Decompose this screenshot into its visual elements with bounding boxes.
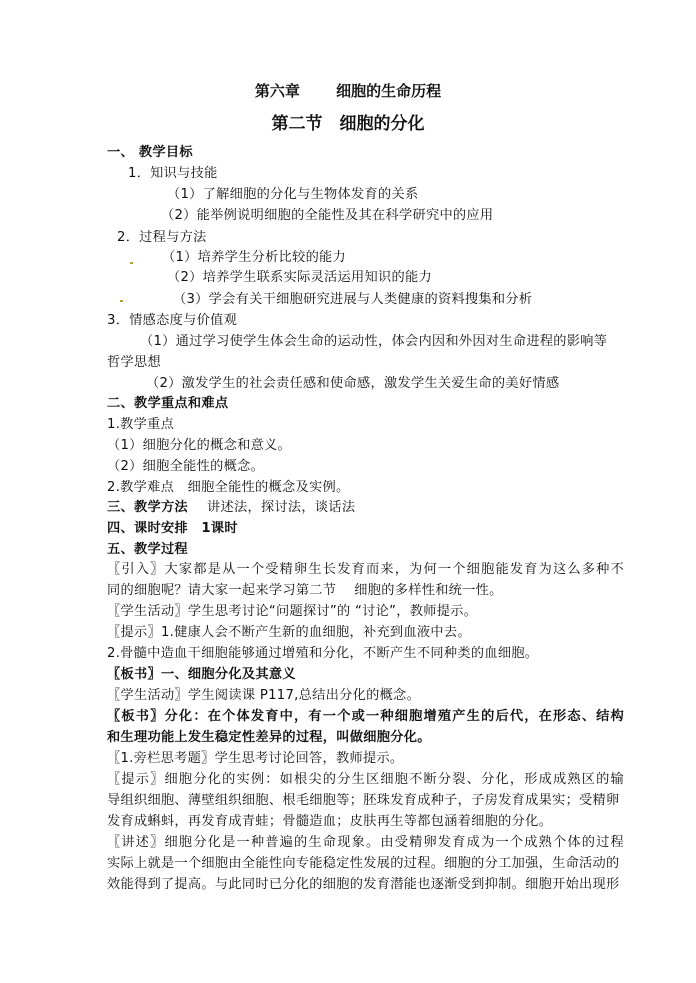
list-item: （1）培养学生分析比较的能力 [162, 250, 347, 265]
paragraph-line: 〖提示〗1.健康人会不断产生新的血细胞，补充到血液中去。 [107, 625, 471, 640]
heading-methods: 三、教学方法 [107, 500, 188, 515]
list-item: （2）能举例说明细胞的全能性及其在科学研究中的应用 [161, 208, 494, 223]
paragraph-line: 发育成蝌蚪，再发育成青蛙；骨髓造血；皮肤再生等都包涵着细胞的分化。 [107, 814, 553, 829]
list-item: （2）培养学生联系实际灵活运用知识的能力 [167, 270, 432, 285]
subheading: 1.教学重点 [107, 417, 175, 432]
heading-objectives: 一、 教学目标 [107, 145, 193, 160]
paragraph-line: 〖1.旁栏思考题〗学生思考讨论回答，教师提示。 [107, 751, 404, 766]
list-item: （2）细胞全能性的概念。 [107, 459, 265, 474]
methods-text: 讲述法，探讨法，谈话法 [207, 500, 356, 515]
paragraph-line: 〖讲述〗细胞分化是一种普遍的生命现象。由受精卵发育成为一个成熟个体的过程 [107, 835, 625, 850]
stray-mark [130, 262, 133, 264]
definition-line: 〖板书〗分化：在个体发育中，有一个或一种细胞增殖产生的后代，在形态、结构 [107, 709, 625, 724]
paragraph-line: 〖引入〗大家都是从一个受精卵生长发育而来，为何一个细胞能发育为这么多种不 [107, 562, 625, 577]
paragraph-line: 同的细胞呢？请大家一起来学习第二节 细胞的多样性和统一性。 [107, 583, 503, 598]
subheading: 2.教学难点 细胞全能性的概念及实例。 [107, 480, 350, 495]
paragraph-line: 〖学生活动〗学生阅读课 P117,总结出分化的概念。 [107, 688, 421, 703]
list-item: （1）通过学习使学生体会生命的运动性，体会内因和外因对生命进程的影响等 [140, 334, 608, 349]
paragraph-line: 〖提示〗细胞分化的实例：如根尖的分生区细胞不断分裂、分化，形成成熟区的输 [107, 772, 625, 787]
list-item: （2）激发学生的社会责任感和使命感，激发学生关爱生命的美好情感 [146, 376, 560, 391]
subheading: 3．情感态度与价值观 [107, 313, 238, 328]
heading-key-points: 二、教学重点和难点 [107, 396, 229, 411]
paragraph-line: 导组织细胞、薄壁组织细胞、根毛细胞等；胚珠发育成种子，子房发育成果实；受精卵 [107, 793, 620, 808]
paragraph-line: 效能得到了提高。与此同时已分化的细胞的发育潜能也逐渐受到抑制。细胞开始出现形 [107, 877, 620, 892]
section-title: 第二节 细胞的分化 [271, 114, 425, 134]
chapter-title: 第六章 细胞的生命历程 [254, 82, 442, 100]
definition-line: 和生理功能上发生稳定性差异的过程，叫做细胞分化。 [107, 730, 431, 745]
board-heading: 〖板书〗一、细胞分化及其意义 [107, 667, 296, 682]
heading-process: 五、教学过程 [107, 542, 188, 557]
stray-mark [120, 300, 123, 302]
paragraph-line: 〖学生活动〗学生思考讨论“问题探讨”的 “讨论”，教师提示。 [107, 604, 478, 619]
subheading: 1．知识与技能 [128, 166, 218, 181]
list-item: （3）学会有关干细胞研究进展与人类健康的资料搜集和分析 [173, 292, 533, 307]
list-item: （1）了解细胞的分化与生物体发育的关系 [167, 187, 419, 202]
subheading: 2．过程与方法 [117, 230, 207, 245]
paragraph-line: 2.骨髓中造血干细胞能够通过增殖和分化，不断产生不同种类的血细胞。 [107, 646, 539, 661]
paragraph-line: 实际上就是一个细胞由全能性向专能稳定性发展的过程。细胞的分工加强，生命活动的 [107, 856, 620, 871]
heading-schedule: 四、课时安排 1课时 [107, 521, 238, 536]
list-item: （1）细胞分化的概念和意义。 [107, 438, 292, 453]
list-item-cont: 哲学思想 [107, 355, 161, 370]
